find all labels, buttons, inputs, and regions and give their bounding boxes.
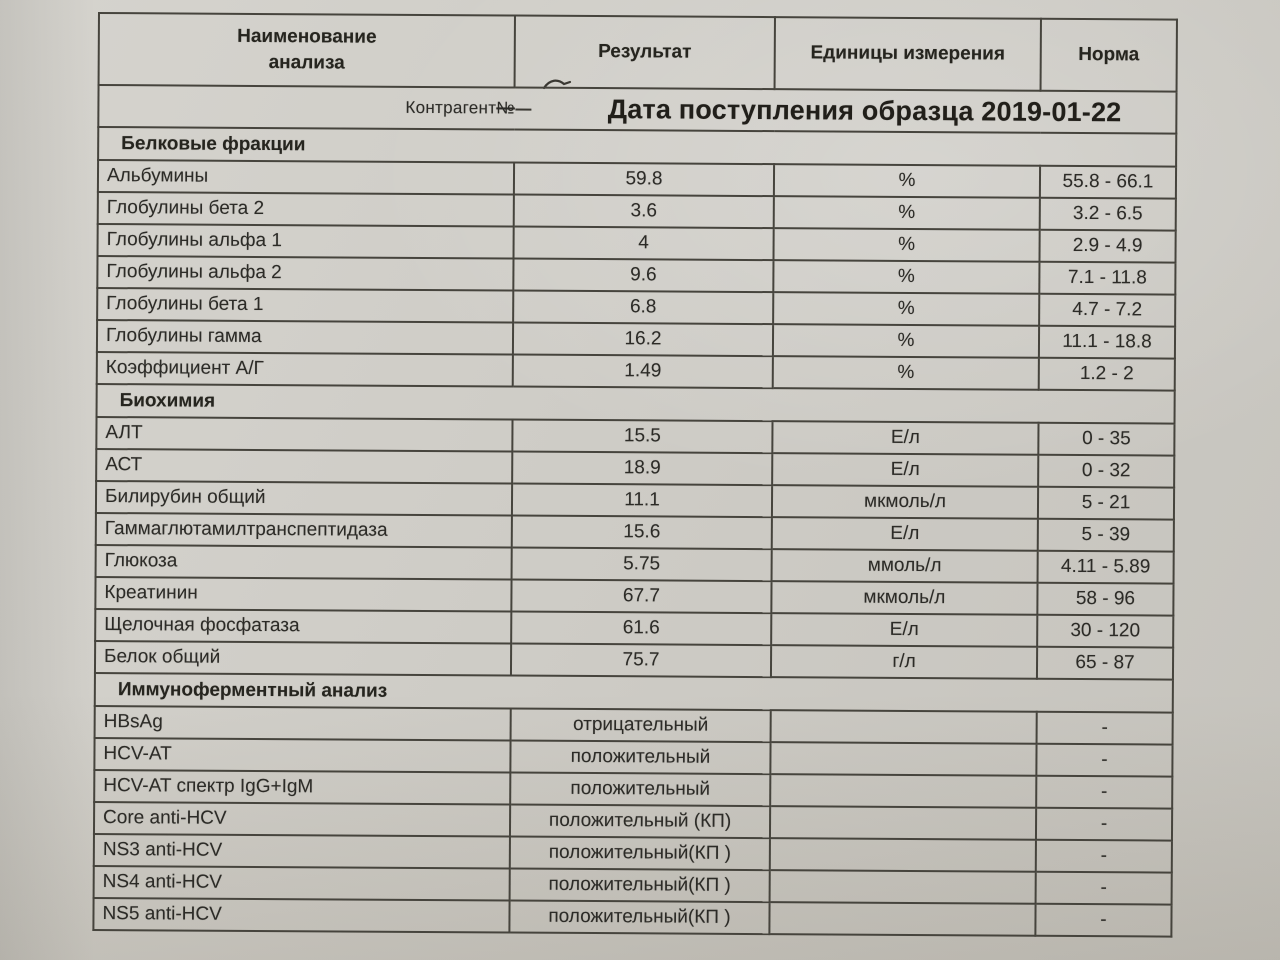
units-cell: г/л <box>771 645 1037 679</box>
analysis-name-cell: Глобулины гамма <box>97 320 513 355</box>
analysis-name-cell: Глюкоза <box>96 545 512 580</box>
result-cell: 18.9 <box>512 452 772 486</box>
result-cell: 67.7 <box>511 580 771 614</box>
meta-row <box>98 85 1176 134</box>
norm-cell: - <box>1036 776 1172 809</box>
column-header-result: Результат <box>515 16 775 90</box>
norm-cell: 0 - 32 <box>1038 455 1174 488</box>
result-cell: 59.8 <box>514 163 774 197</box>
result-cell: 61.6 <box>511 612 771 646</box>
counterparty-label: Контрагент№ <box>405 98 532 119</box>
result-cell: 16.2 <box>513 323 773 357</box>
norm-cell: 0 - 35 <box>1038 423 1174 456</box>
analysis-name-cell: HBsAg <box>95 706 511 741</box>
units-cell: мкмоль/л <box>771 581 1037 615</box>
result-cell: положительный <box>510 741 770 775</box>
table-header-row <box>99 13 1177 92</box>
result-cell: 11.1 <box>512 484 772 518</box>
analysis-name-cell: Белок общий <box>95 641 511 676</box>
result-cell: положительный(КП ) <box>509 901 769 935</box>
analysis-name-cell: Щелочная фосфатаза <box>95 609 511 644</box>
analysis-name-cell: HCV-AT спектр IgG+IgM <box>94 770 510 805</box>
norm-cell: 11.1 - 18.8 <box>1039 326 1175 359</box>
norm-cell: 30 - 120 <box>1037 615 1173 648</box>
units-cell: Е/л <box>772 517 1038 551</box>
column-header-units: Единицы измерения <box>775 17 1041 91</box>
analysis-row <box>93 898 1171 937</box>
result-cell: 1.49 <box>513 355 773 389</box>
section-title: Белковые фракции <box>98 127 1176 167</box>
units-cell <box>771 710 1037 744</box>
analysis-name-cell: Глобулины альфа 2 <box>97 256 513 291</box>
norm-cell: 55.8 - 66.1 <box>1040 166 1176 199</box>
norm-cell: 4.7 - 7.2 <box>1039 294 1175 327</box>
norm-cell: 65 - 87 <box>1037 647 1173 680</box>
norm-cell: 7.1 - 11.8 <box>1039 262 1175 295</box>
units-cell: мкмоль/л <box>772 485 1038 519</box>
result-cell: 9.6 <box>513 259 773 293</box>
result-cell: отрицательный <box>511 709 771 743</box>
units-cell <box>770 774 1036 808</box>
result-cell: положительный <box>510 773 770 807</box>
analysis-name-cell: NS5 anti-HCV <box>93 898 509 933</box>
norm-cell: 4.11 - 5.89 <box>1038 551 1174 584</box>
units-cell: % <box>773 228 1039 262</box>
analysis-name-cell: АЛТ <box>96 417 512 452</box>
result-cell: 4 <box>514 227 774 261</box>
norm-cell: - <box>1036 744 1172 777</box>
lab-results-table <box>92 12 1178 938</box>
norm-cell: 5 - 21 <box>1038 487 1174 520</box>
units-cell <box>770 742 1036 776</box>
result-cell: 75.7 <box>511 644 771 678</box>
units-cell <box>770 870 1036 904</box>
result-cell: 5.75 <box>512 548 772 582</box>
result-cell: 6.8 <box>513 291 773 325</box>
units-cell: Е/л <box>772 421 1038 455</box>
result-cell: положительный (КП) <box>510 805 770 839</box>
result-cell: положительный(КП ) <box>510 837 770 871</box>
norm-cell: - <box>1036 872 1172 905</box>
result-cell: 3.6 <box>514 195 774 229</box>
norm-cell: 2.9 - 4.9 <box>1039 230 1175 263</box>
table-body <box>93 127 1176 937</box>
column-header-norm: Норма <box>1041 19 1177 92</box>
analysis-name-cell: Глобулины альфа 1 <box>98 224 514 259</box>
units-cell: % <box>773 324 1039 358</box>
units-cell <box>769 902 1035 936</box>
analysis-name-cell: Гаммаглютамилтранспептидаза <box>96 513 512 548</box>
section-title: Биохимия <box>97 384 1175 424</box>
norm-cell: 58 - 96 <box>1037 583 1173 616</box>
norm-cell: - <box>1036 840 1172 873</box>
analysis-name-cell: Альбумины <box>98 160 514 195</box>
result-cell: 15.5 <box>512 420 772 454</box>
units-cell: % <box>774 196 1040 230</box>
section-title: Иммуноферментный анализ <box>95 673 1173 713</box>
analysis-name-cell: Core anti-HCV <box>94 802 510 837</box>
norm-cell: 3.2 - 6.5 <box>1040 198 1176 231</box>
norm-cell: 1.2 - 2 <box>1039 358 1175 391</box>
units-cell: % <box>773 356 1039 390</box>
units-cell: % <box>774 164 1040 198</box>
units-cell: % <box>773 292 1039 326</box>
analysis-name-cell: Глобулины бета 2 <box>98 192 514 227</box>
analysis-name-cell: NS3 anti-HCV <box>94 834 510 869</box>
norm-cell: - <box>1037 712 1173 745</box>
units-cell <box>770 838 1036 872</box>
result-cell: 15.6 <box>512 516 772 550</box>
analysis-name-cell: Коэффициент А/Г <box>97 352 513 387</box>
units-cell: % <box>773 260 1039 294</box>
analysis-name-cell: Билирубин общий <box>96 481 512 516</box>
norm-cell: 5 - 39 <box>1038 519 1174 552</box>
column-header-analysis-name: Наименование анализа <box>99 13 515 88</box>
units-cell: Е/л <box>772 453 1038 487</box>
norm-cell: - <box>1036 808 1172 841</box>
result-cell: положительный(КП ) <box>510 869 770 903</box>
norm-cell: - <box>1035 904 1171 937</box>
units-cell: ммоль/л <box>772 549 1038 583</box>
analysis-name-cell: Креатинин <box>95 577 511 612</box>
analysis-name-cell: АСТ <box>96 449 512 484</box>
analysis-name-cell: NS4 anti-HCV <box>94 866 510 901</box>
units-cell: Е/л <box>771 613 1037 647</box>
analysis-name-cell: HCV-AT <box>94 738 510 773</box>
units-cell <box>770 806 1036 840</box>
redaction-strike: № <box>496 98 532 117</box>
analysis-name-cell: Глобулины бета 1 <box>97 288 513 323</box>
sample-date: Дата поступления образца 2019-01-22 <box>607 93 1122 127</box>
